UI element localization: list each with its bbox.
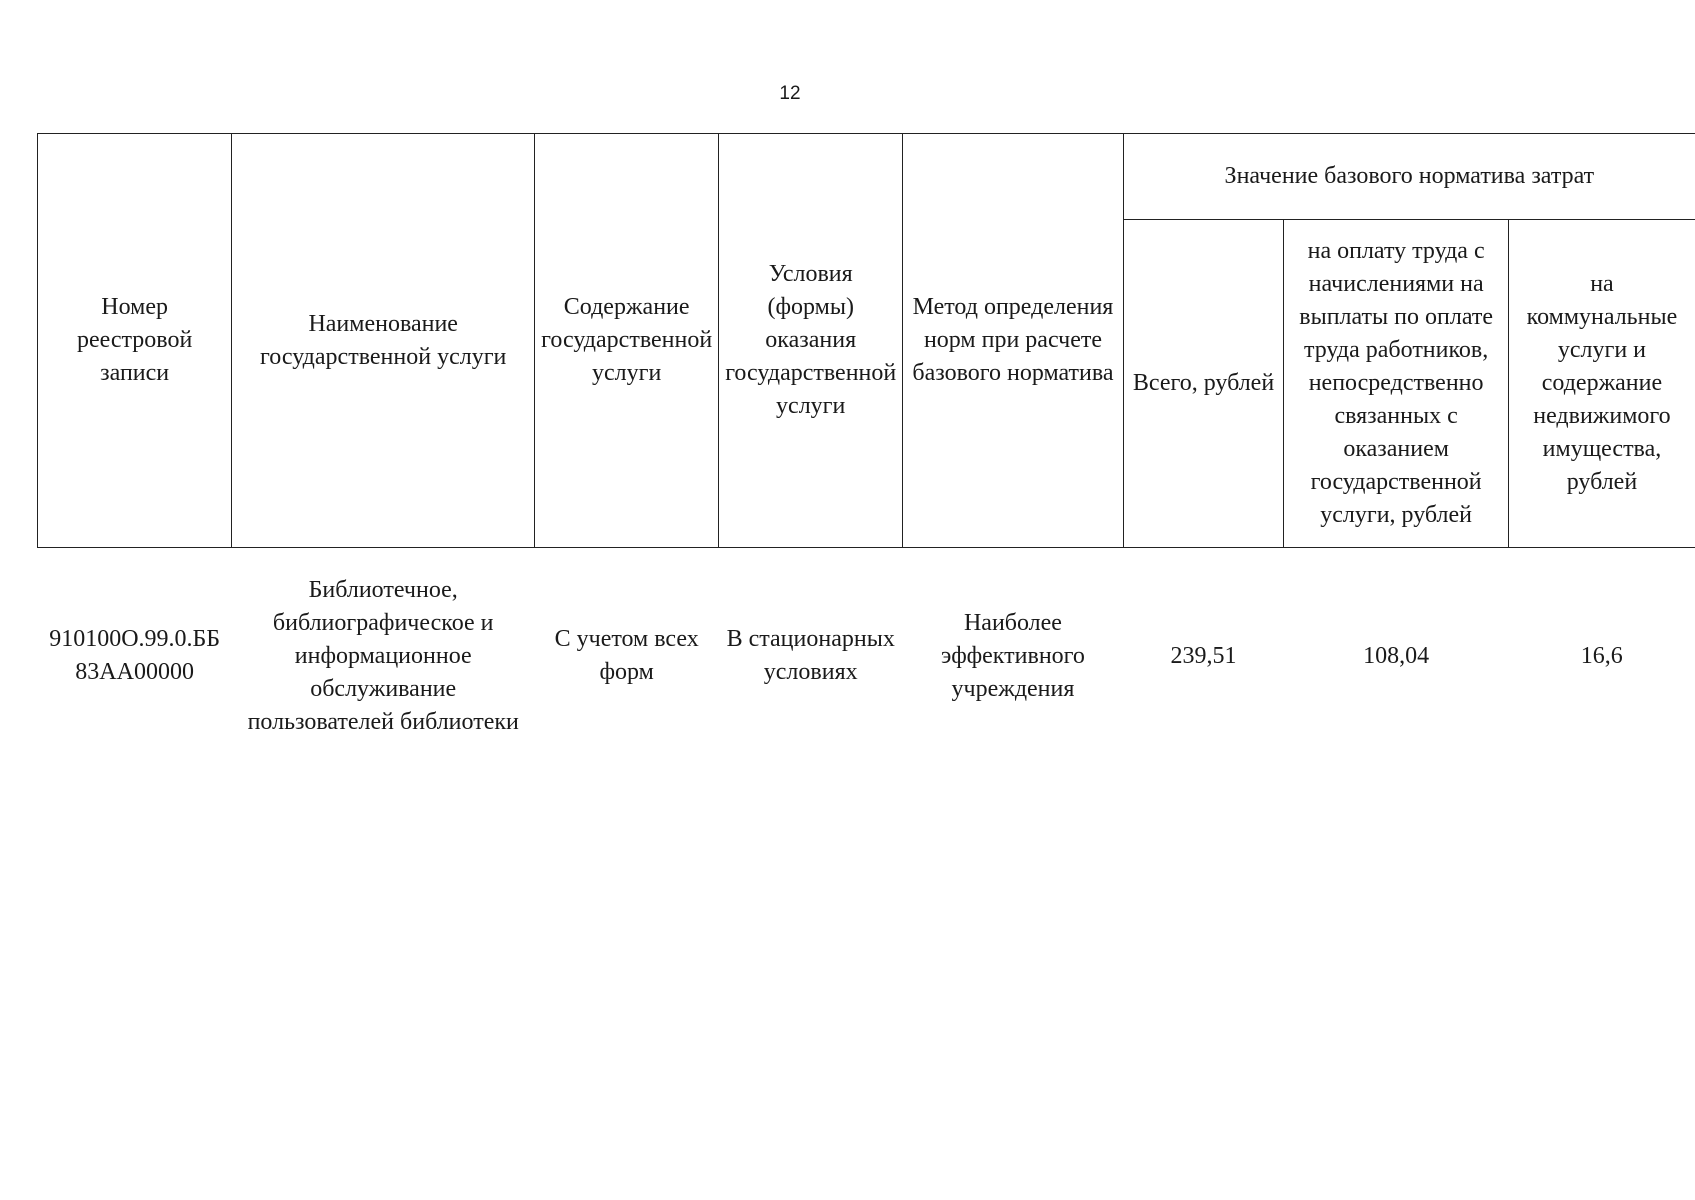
cell-method: Наиболее эффективного учреждения [941,609,1085,702]
header-total: Всего, рублей [1123,220,1284,548]
header-base-norm-group: Значение базового норматива затрат [1123,134,1695,220]
header-service-conditions: Условия (формы) оказания государственной услуги [719,134,903,548]
header-service-name: Наименование государственной услуги [232,134,535,548]
cell-service-conditions: В стационарных условиях [726,626,895,685]
header-labor: на оплату труда с начислениями на выплаты по оплате труда работников, непосредственно связанных с оказанием государственной услуги, рублей [1284,220,1509,548]
cell-total: 239,51 [1170,642,1237,669]
header-utilities: на коммунальные услуги и содержание недвижимого имущества, рублей [1508,220,1695,548]
cell-service-name: Библиотечное, библиографическое и информационное обслуживание пользователей библиотеки [247,576,519,735]
cell-registry-number: 910100О.99.0.ББ83АА00000 [49,626,221,685]
base-norm-table [37,133,1695,760]
page-number: 12 [779,83,801,104]
header-registry-number: Номер реестровой записи [38,134,232,548]
table-header [38,134,1695,548]
cell-labor: 108,04 [1363,642,1430,669]
cell-service-content: С учетом всех форм [554,626,699,685]
header-service-content: Содержание государственной услуги [535,134,719,548]
header-method: Метод определения норм при расчете базового норматива [903,134,1123,548]
table-row [38,548,1695,761]
cell-utilities: 16,6 [1580,642,1623,669]
